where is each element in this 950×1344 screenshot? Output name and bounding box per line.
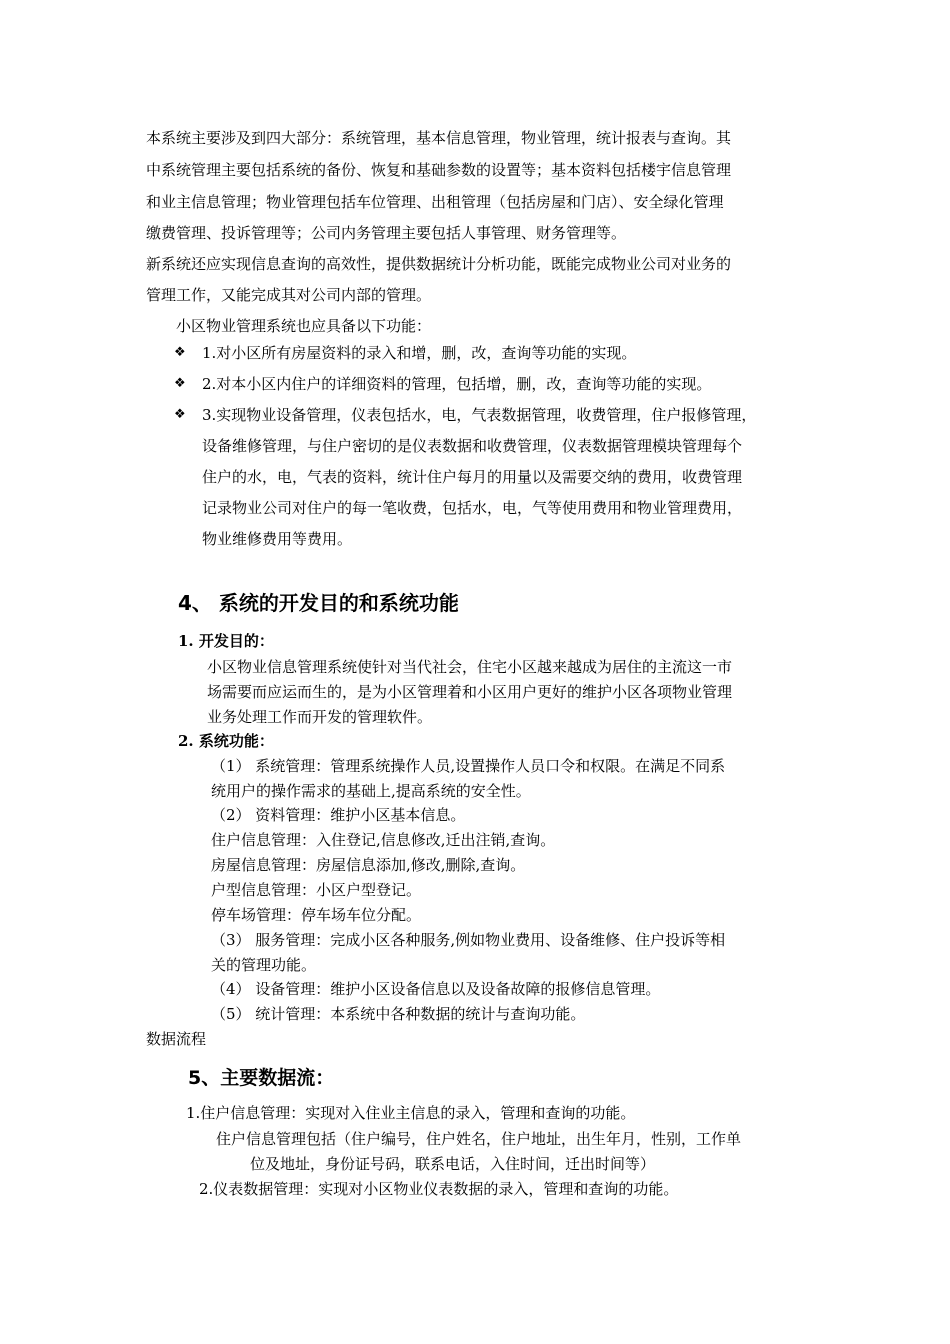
goal-line-3: 业务处理工作而开发的管理软件。 [207,708,433,726]
function-line-10: （4） 设备管理：维护小区设备信息以及设备故障的报修信息管理。 [211,980,661,998]
dataflow-line-2: 住户信息管理包括（住户编号，住户姓名，住户地址，出生年月，性别，工作单 [216,1130,742,1148]
bullet-diamond-icon: ❖ [174,376,186,391]
intro-line-5: 新系统还应实现信息查询的高效性，提供数据统计分析功能，既能完成物业公司对业务的 [146,255,732,273]
bullet-item-2: 2.对本小区内住户的详细资料的管理，包括增，删，改，查询等功能的实现。 [202,375,712,393]
function-line-8: （3） 服务管理：完成小区各种服务,例如物业费用、设备维修、住户投诉等相 [211,931,726,949]
bullet-item-3-line-1: 3.实现物业设备管理，仪表包括水，电，气表数据管理，收费管理，住户报修管理， [202,406,757,424]
intro-line-4: 缴费管理、投诉管理等；公司内务管理主要包括人事管理、财务管理等。 [146,224,627,242]
intro-line-2: 中系统管理主要包括系统的备份、恢复和基础参数的设置等；基本资料包括楼宇信息管理 [146,161,732,179]
bullet-diamond-icon: ❖ [174,407,186,422]
dataflow-line-1: 1.住户信息管理：实现对入住业主信息的录入，管理和查询的功能。 [186,1104,636,1122]
bullet-item-3-line-4: 记录物业公司对住户的每一笔收费，包括水，电，气等使用费用和物业管理费用， [202,499,743,517]
function-line-5: 房屋信息管理：房屋信息添加,修改,删除,查询。 [211,856,526,874]
data-flow-label: 数据流程 [146,1030,207,1048]
function-line-3: （2） 资料管理：维护小区基本信息。 [211,806,466,824]
goal-line-2: 场需要而应运而生的，是为小区管理着和小区用户更好的维护小区各项物业管理 [207,683,733,701]
function-line-4: 住户信息管理：入住登记,信息修改,迁出注销,查询。 [211,831,556,849]
functions-label: 2. 系统功能： [178,732,274,750]
dataflow-line-3: 位及地址，身份证号码，联系电话，入住时间，迁出时间等） [250,1155,656,1173]
bullet-item-3-line-2: 设备维修管理，与住户密切的是仪表数据和收费管理，仪表数据管理模块管理每个 [202,437,743,455]
goal-label: 1. 开发目的： [178,632,274,650]
bullet-item-3-line-5: 物业维修费用等费用。 [202,530,353,548]
function-line-6: 户型信息管理：小区户型登记。 [211,881,422,899]
function-line-2: 统用户的操作需求的基础上,提高系统的安全性。 [211,782,531,800]
intro-line-1: 本系统主要涉及到四大部分：系统管理，基本信息管理，物业管理，统计报表与查询。其 [146,129,732,147]
dataflow-line-4: 2.仪表数据管理：实现对小区物业仪表数据的录入，管理和查询的功能。 [199,1180,679,1198]
bullet-item-1: 1.对小区所有房屋资料的录入和增，删，改，查询等功能的实现。 [202,344,637,362]
function-line-9: 关的管理功能。 [211,956,317,974]
intro-lead: 小区物业管理系统也应具备以下功能： [176,317,432,335]
function-line-7: 停车场管理：停车场车位分配。 [211,906,422,924]
function-line-11: （5） 统计管理：本系统中各种数据的统计与查询功能。 [211,1005,586,1023]
function-line-1: （1） 系统管理：管理系统操作人员,设置操作人员口令和权限。在满足不同系 [211,757,726,775]
bullet-diamond-icon: ❖ [174,345,186,360]
intro-line-3: 和业主信息管理；物业管理包括车位管理、出租管理（包括房屋和门店）、安全绿化管理 [146,193,724,211]
section-4-heading: 4、 系统的开发目的和系统功能 [178,591,459,615]
goal-line-1: 小区物业信息管理系统使针对当代社会，住宅小区越来越成为居住的主流这一市 [207,658,733,676]
intro-line-6: 管理工作，又能完成其对公司内部的管理。 [146,286,432,304]
section-5-heading: 5、主要数据流： [188,1067,335,1089]
bullet-item-3-line-3: 住户的水，电，气表的资料，统计住户每月的用量以及需要交纳的费用，收费管理 [202,468,743,486]
